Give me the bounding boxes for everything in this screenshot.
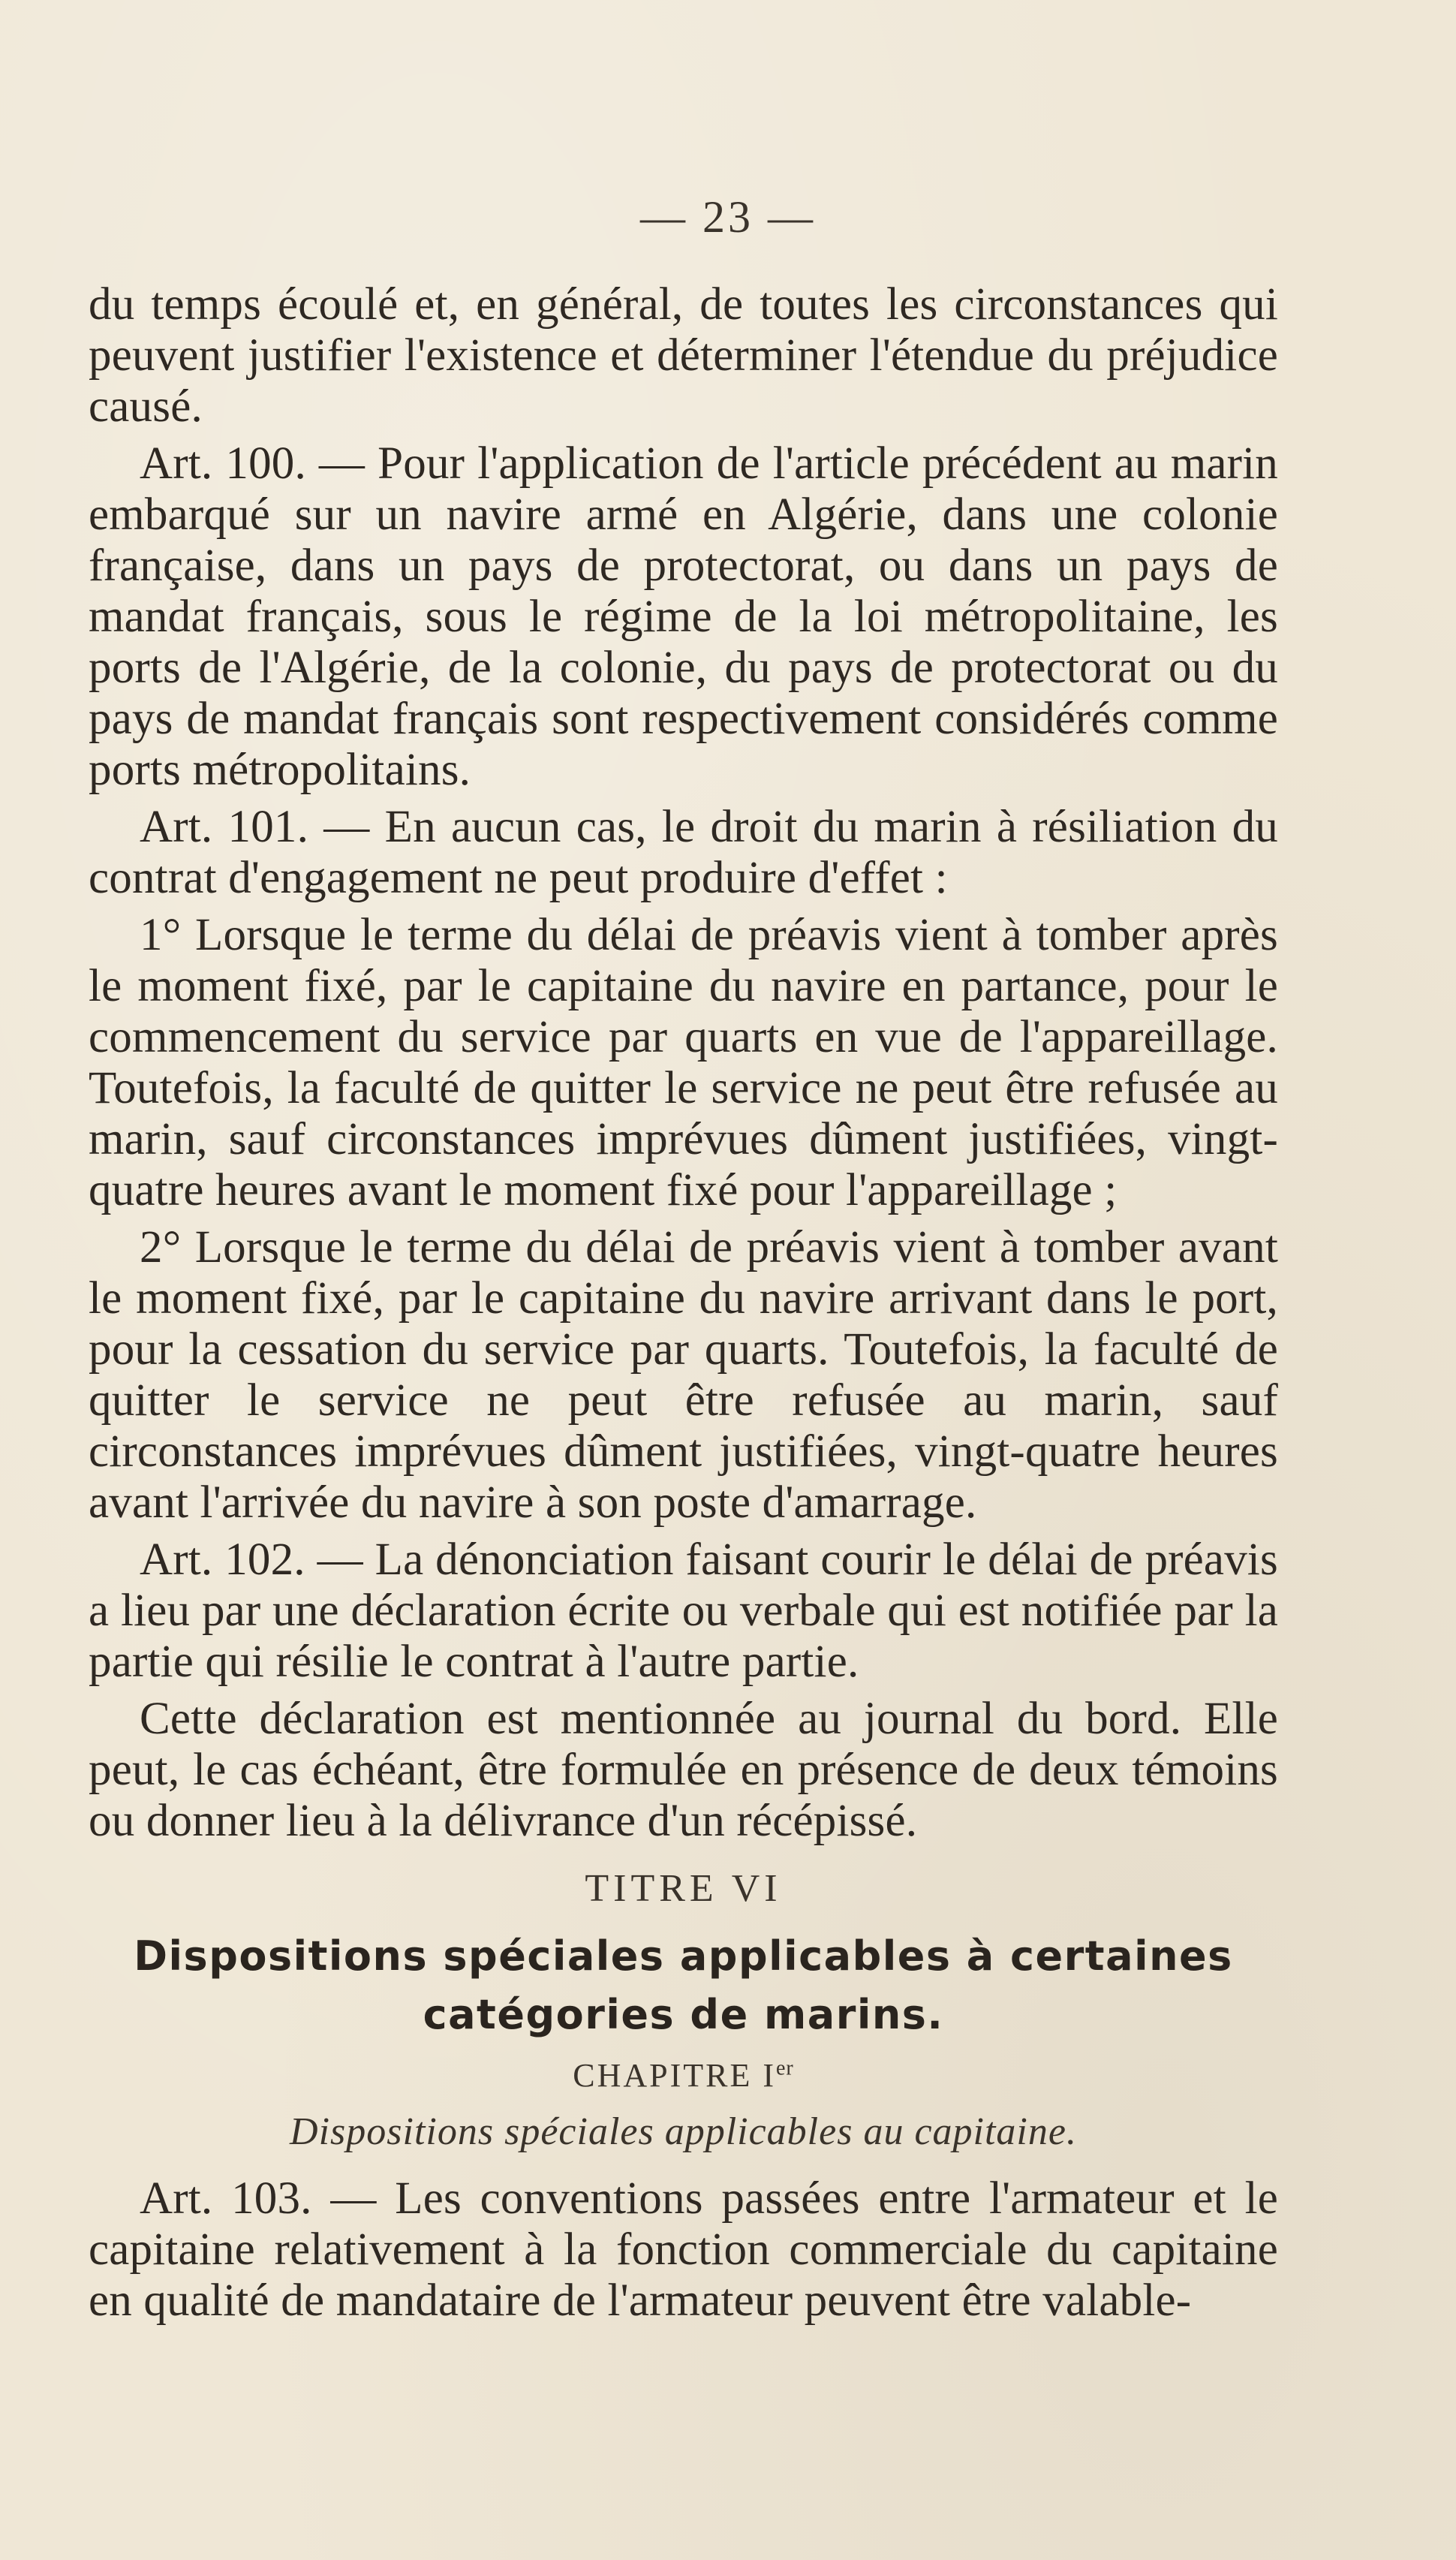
chapter-heading-text: CHAPITRE I bbox=[573, 2057, 776, 2094]
section-heading bbox=[89, 1927, 1278, 2044]
chapter-subheading: Dispositions spéciales applicables au capitaine. bbox=[290, 2110, 1077, 2153]
paragraph-art-100: Art. 100. — Pour l'application de l'article précédent au marin embarqué sur un navire armé en Algérie, dans une colonie française, dans un pays de protectorat, ou dans un pays de mandat français, sous le régime de la loi métropolitaine, les ports de l'Algérie, de la colonie, du pays de protectorat ou du pays de mandat français sont respectivement considérés comme ports métropolitains. bbox=[89, 438, 1278, 795]
section-heading-line-2: catégories de marins. bbox=[423, 1991, 944, 2038]
paragraph-art-101-item-1: 1° Lorsque le terme du délai de préavis vient à tomber après le moment fixé, par le capitaine du navire en partance, pour le commencement du service par quarts en vue de l'appareillage. Toutefois, la faculté de quitter le service ne peut être refusée au marin, sauf circonstances imprévues dûment justifiées, vingt-quatre heures avant le moment fixé pour l'appareillage ; bbox=[89, 910, 1278, 1215]
titre-heading: TITRE VI bbox=[585, 1867, 782, 1910]
paragraph-art-102: Art. 102. — La dénonciation faisant courir le délai de préavis a lieu par une déclaration écrite ou verbale qui est notifiée par la partie qui résilie le contrat à l'autre partie. bbox=[89, 1534, 1278, 1687]
paragraph-art-103: Art. 103. — Les conventions passées entre l'armateur et le capitaine relativement à la fonction commerciale du capitaine en qualité de mandataire de l'armateur peuvent être valable- bbox=[89, 2173, 1278, 2326]
paragraph-art-102-continued: Cette déclaration est mentionnée au journal du bord. Elle peut, le cas échéant, être formulée en présence de deux témoins ou donner lieu à la délivrance d'un récépissé. bbox=[89, 1694, 1278, 1846]
paragraph-art-101-item-2: 2° Lorsque le terme du délai de préavis vient à tomber avant le moment fixé, par le capitaine du navire arrivant dans le port, pour la cessation du service par quarts. Toutefois, la faculté de quitter le service ne peut être refusée au marin, sauf circonstances imprévues dûment justifiées, vingt-quatre heures avant l'arrivée du navire à son poste d'amarrage. bbox=[89, 1222, 1278, 1528]
paragraph-art-101: Art. 101. — En aucun cas, le droit du marin à résiliation du contrat d'engagement ne peut produire d'effet : bbox=[89, 802, 1278, 903]
paragraph-continuation: du temps écoulé et, en général, de toutes les circonstances qui peuvent justifier l'existence et déterminer l'étendue du préjudice causé. bbox=[89, 279, 1278, 432]
chapter-heading bbox=[89, 2056, 1278, 2095]
chapter-heading-ordinal: er bbox=[776, 2056, 794, 2080]
section-heading-line-1: Dispositions spéciales applicables à certaines bbox=[134, 1932, 1233, 1980]
page-content bbox=[89, 279, 1278, 2333]
page-number: — 23 — bbox=[640, 192, 816, 242]
